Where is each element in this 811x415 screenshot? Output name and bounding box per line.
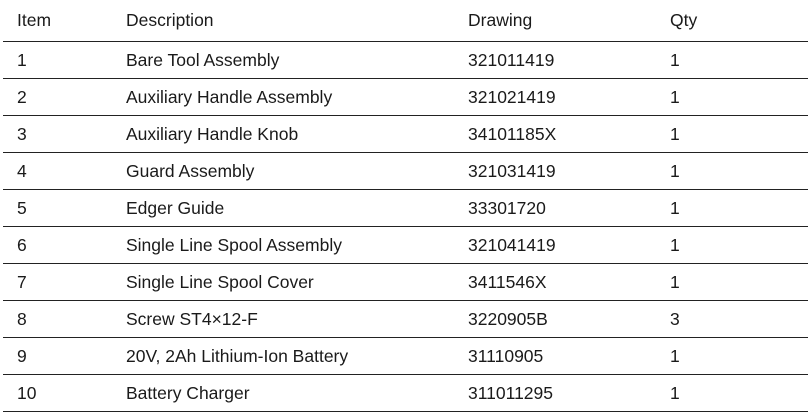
item-number: 4 <box>17 160 27 181</box>
item-drawing: 311011295 <box>468 382 553 403</box>
header-item: Item <box>17 10 52 30</box>
table-header-row <box>3 0 808 42</box>
item-drawing: 321021419 <box>468 86 556 107</box>
table-row <box>3 116 808 153</box>
item-qty: 1 <box>670 49 680 70</box>
table-row <box>3 227 808 264</box>
item-qty: 1 <box>670 382 680 403</box>
table-row <box>3 42 808 79</box>
item-qty: 1 <box>670 160 680 181</box>
table-row <box>3 301 808 338</box>
item-qty: 1 <box>670 86 680 107</box>
table-row <box>3 264 808 301</box>
header-qty: Qty <box>670 10 698 30</box>
item-qty: 1 <box>670 271 680 292</box>
header-description: Description <box>126 10 214 30</box>
item-number: 7 <box>17 271 27 292</box>
item-qty: 1 <box>670 197 680 218</box>
item-description: Bare Tool Assembly <box>126 49 280 70</box>
item-number: 8 <box>17 308 27 329</box>
table-row <box>3 338 808 375</box>
header-drawing: Drawing <box>468 10 533 30</box>
table-row <box>3 190 808 227</box>
item-description: Battery Charger <box>126 382 250 403</box>
item-number: 6 <box>17 234 27 255</box>
item-drawing: 321031419 <box>468 160 556 181</box>
item-qty: 3 <box>670 308 680 329</box>
table-row <box>3 153 808 190</box>
table-row <box>3 375 808 412</box>
parts-table <box>3 0 808 412</box>
item-number: 5 <box>17 197 27 218</box>
item-description: 20V, 2Ah Lithium-Ion Battery <box>126 345 349 366</box>
item-description: Screw ST4×12-F <box>126 308 258 329</box>
item-description: Auxiliary Handle Knob <box>126 123 299 144</box>
item-number: 2 <box>17 86 27 107</box>
item-number: 9 <box>17 345 27 366</box>
item-drawing: 321041419 <box>468 234 556 255</box>
table-row <box>3 79 808 116</box>
item-description: Auxiliary Handle Assembly <box>126 86 333 107</box>
item-qty: 1 <box>670 234 680 255</box>
item-qty: 1 <box>670 123 680 144</box>
item-drawing: 31110905 <box>468 345 544 366</box>
item-description: Edger Guide <box>126 197 225 218</box>
item-drawing: 3220905B <box>468 308 548 329</box>
item-number: 10 <box>17 382 37 403</box>
item-number: 1 <box>17 49 27 70</box>
item-description: Single Line Spool Assembly <box>126 234 342 255</box>
item-number: 3 <box>17 123 27 144</box>
item-description: Guard Assembly <box>126 160 255 181</box>
item-qty: 1 <box>670 345 680 366</box>
item-drawing: 321011419 <box>468 49 555 70</box>
item-description: Single Line Spool Cover <box>126 271 314 292</box>
item-drawing: 34101185X <box>468 123 557 144</box>
item-drawing: 3411546X <box>468 271 547 292</box>
item-drawing: 33301720 <box>468 197 546 218</box>
